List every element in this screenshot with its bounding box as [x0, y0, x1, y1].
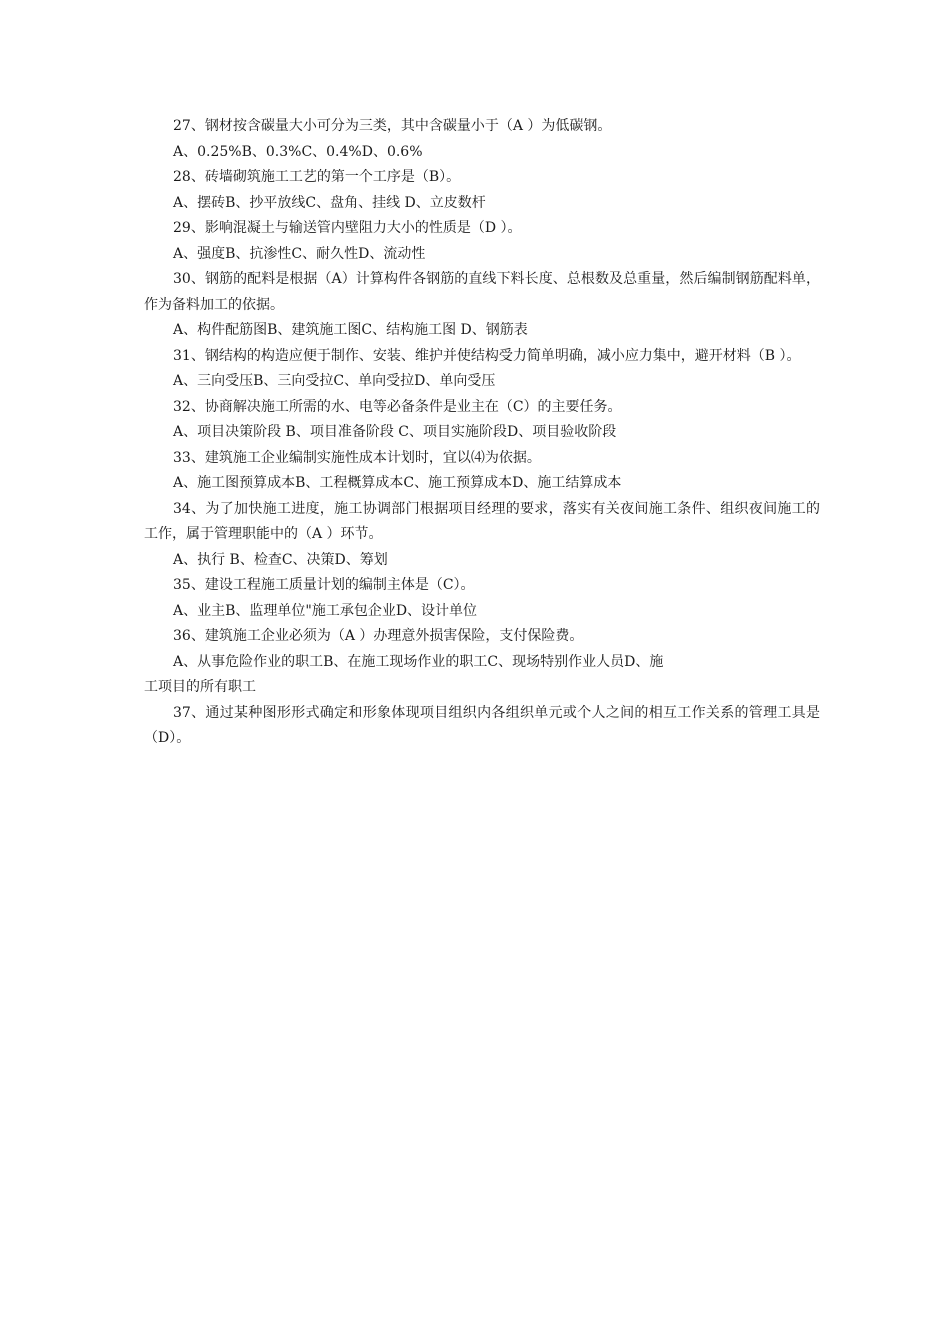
options-34: A、执行 B、检查C、决策D、筹划 [173, 551, 388, 568]
question-33: 33、建筑施工企业编制实施性成本计划时，宜以⑷为依据。 [173, 449, 541, 466]
options-36: A、从事危险作业的职工B、在施工现场作业的职工C、现场特别作业人员D、施工项目的所有职工 [144, 653, 664, 695]
question-27: 27、钢材按含碳量大小可分为三类，其中含碳量小于（A ）为低碳钢。 [173, 118, 612, 134]
options-28: A、摆砖B、抄平放线C、盘角、挂线 D、立皮数杆 [173, 194, 486, 211]
options-29: A、强度B、抗渗性C、耐久性D、流动性 [173, 245, 426, 262]
document-body [144, 114, 820, 752]
options-30: A、构件配筋图B、建筑施工图C、结构施工图 D、钢筋表 [173, 322, 528, 338]
options-27: A、0.25%B、0.3%C、0.4%D、0.6% [173, 143, 423, 160]
question-35: 35、建设工程施工质量计划的编制主体是（C）。 [173, 577, 475, 593]
question-34: 34、为了加快施工进度，施工协调部门根据项目经理的要求，落实有关夜间施工条件、组织夜间施工的工作，属于管理职能中的（A ）环节。 [144, 500, 820, 542]
question-29: 29、影响混凝土与输送管内壁阻力大小的性质是（D ）。 [173, 220, 522, 236]
question-32: 32、协商解决施工所需的水、电等必备条件是业主在（C）的主要任务。 [173, 398, 622, 415]
options-31: A、三向受压B、三向受拉C、单向受拉D、单向受压 [173, 373, 496, 389]
question-28: 28、砖墙砌筑施工工艺的第一个工序是（B）。 [173, 169, 461, 185]
question-36: 36、建筑施工企业必须为（A ）办理意外损害保险，支付保险费。 [173, 628, 584, 644]
question-30: 30、钢筋的配料是根据（A）计算构件各钢筋的直线下料长度、总根数及总重量，然后编制钢筋配料单，作为备料加工的依据。 [144, 271, 820, 313]
options-35: A、业主B、监理单位"施工承包企业D、设计单位 [173, 602, 478, 619]
question-37: 37、通过某种图形形式确定和形象体现项目组织内各组织单元或个人之间的相互工作关系的管理工具是（D）。 [144, 704, 820, 746]
options-33: A、施工图预算成本B、工程概算成本C、施工预算成本D、施工结算成本 [173, 475, 622, 491]
options-32: A、项目决策阶段 B、项目准备阶段 C、项目实施阶段D、项目验收阶段 [173, 424, 617, 440]
question-31: 31、钢结构的构造应便于制作、安装、维护并使结构受力简单明确，减小应力集中，避开材料（B ）。 [173, 347, 801, 364]
